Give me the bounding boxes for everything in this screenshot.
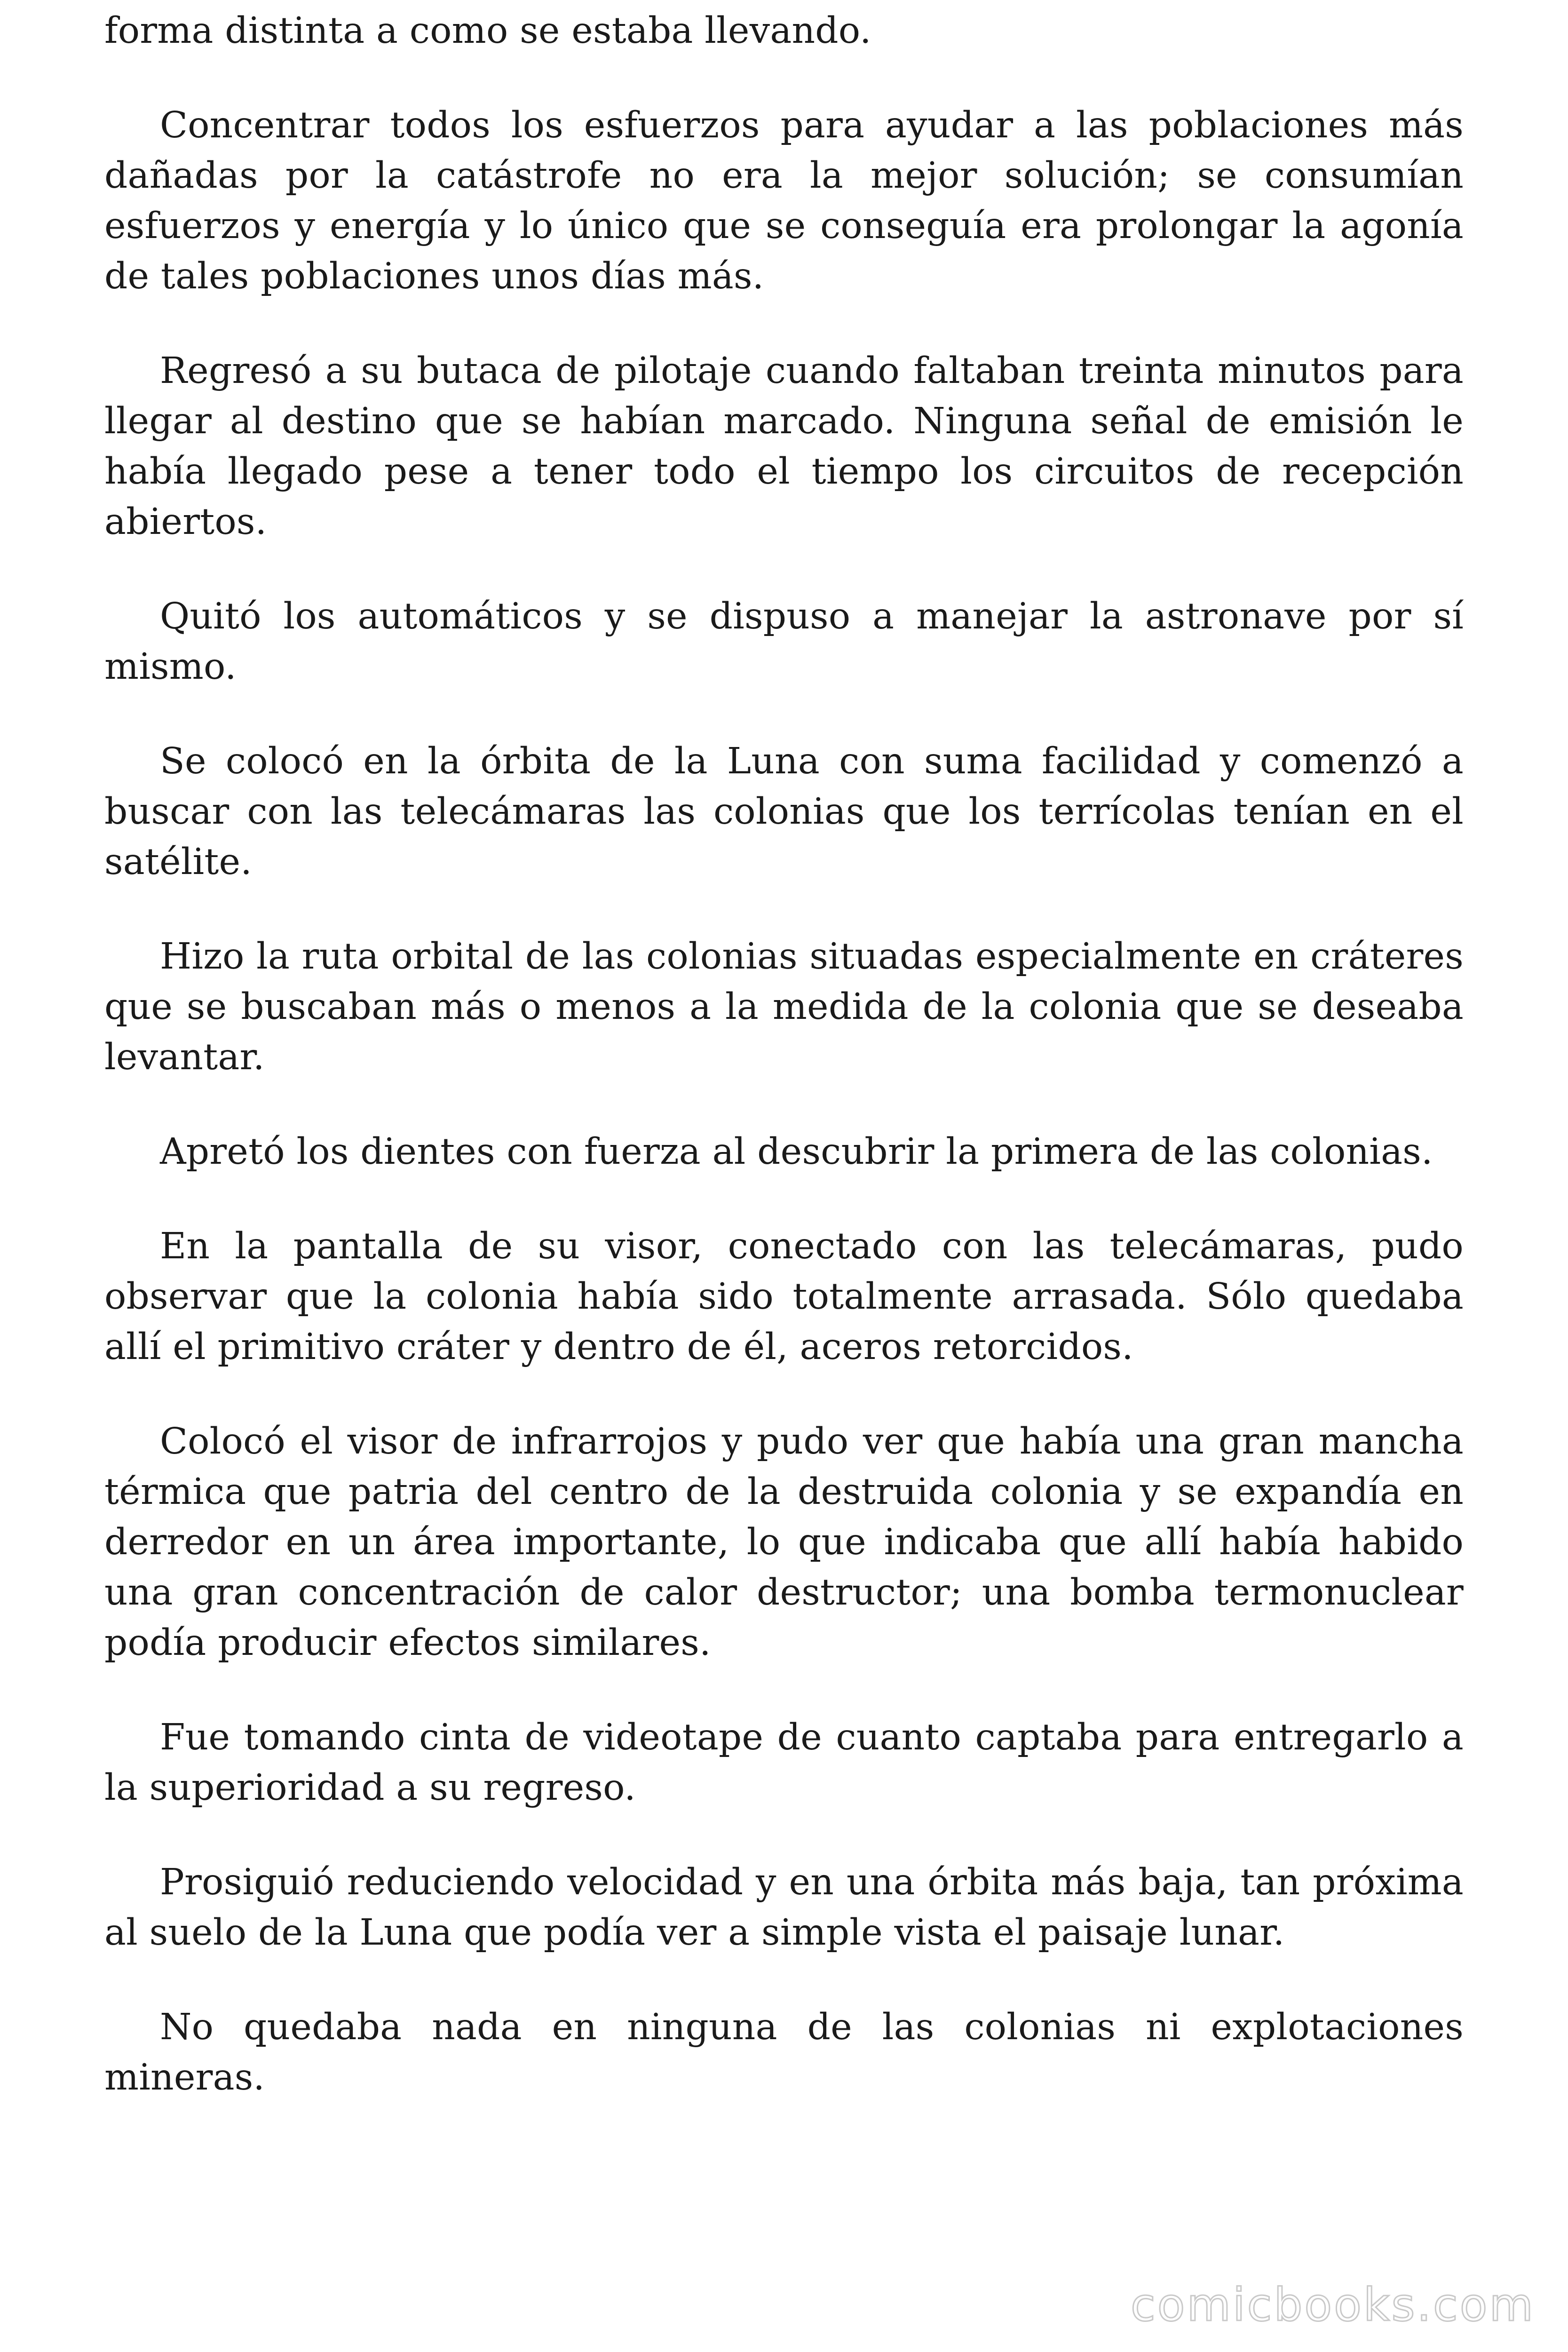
paragraph: No quedaba nada en ninguna de las colonias ni explotaciones mineras. xyxy=(104,2006,1464,2098)
paragraph: Se colocó en la órbita de la Luna con suma facilidad y comenzó a buscar con las telecámaras las colonias que los terrícolas tenían en el satélite. xyxy=(104,740,1464,883)
paragraph: Regresó a su butaca de pilotaje cuando faltaban treinta minutos para llegar al destino que se habían marcado. Ninguna señal de emisión le había llegado pese a tener todo el tiempo los circuitos de recepción abiertos. xyxy=(104,350,1464,543)
watermark-logo: comicbooks.com xyxy=(1130,2279,1535,2331)
paragraph: Colocó el visor de infrarrojos y pudo ver que había una gran mancha térmica que patria del centro de la destruida colonia y se expandía en derredor en un área importante, lo que indicaba que allí había habido una gran concentración de calor destructor; una bomba termonuclear podía producir efectos similares. xyxy=(104,1421,1464,1664)
paragraph: En la pantalla de su visor, conectado con las telecámaras, pudo observar que la colonia había sido totalmente arrasada. Sólo quedaba allí el primitivo cráter y dentro de él, aceros retorcidos. xyxy=(104,1225,1464,1368)
paragraph: Concentrar todos los esfuerzos para ayudar a las poblaciones más dañadas por la catástrofe no era la mejor solución; se consumían esfuerzos y energía y lo único que se conseguía era prolongar la agonía de tales poblaciones unos días más. xyxy=(104,104,1464,297)
paragraph: Quitó los automáticos y se dispuso a manejar la astronave por sí mismo. xyxy=(104,596,1464,688)
paragraph: Fue tomando cinta de videotape de cuanto captaba para entregarlo a la superioridad a su regreso. xyxy=(104,1716,1464,1809)
paragraph: Prosiguió reduciendo velocidad y en una órbita más baja, tan próxima al suelo de la Luna que podía ver a simple vista el paisaje lunar. xyxy=(104,1861,1464,1954)
paragraph-continued: forma distinta a como se estaba llevando. xyxy=(104,10,871,52)
page-body xyxy=(104,6,1464,2147)
paragraph: Hizo la ruta orbital de las colonias situadas especialmente en cráteres que se buscaban más o menos a la medida de la colonia que se deseaba levantar. xyxy=(104,936,1464,1078)
paragraph: Apretó los dientes con fuerza al descubrir la primera de las colonias. xyxy=(160,1131,1433,1173)
